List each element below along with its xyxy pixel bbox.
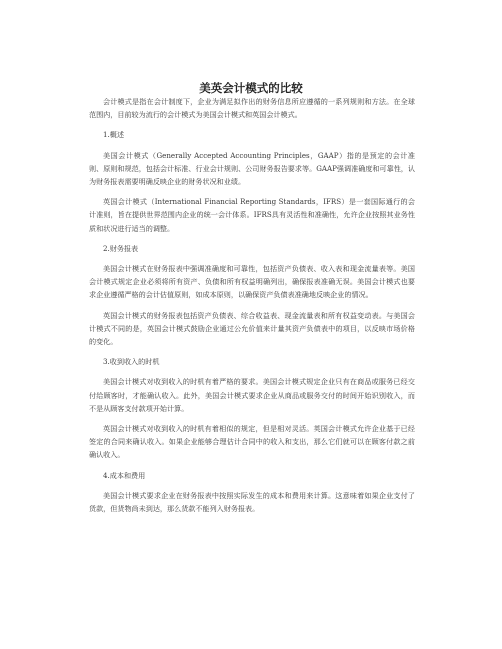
paragraph-intro: 会计模式是指在会计制度下，企业为满足拟作出的财务信息所应遵循的一系列规则和方法。在全球范围内，目前较为流行的会计模式为美国会计模式和英国会计模式。 [89, 97, 415, 120]
document-body [89, 95, 415, 522]
paragraph-us-costs: 美国会计模式要求企业在财务报表中按照实际发生的成本和费用来计算。这意味着如果企业支付了货款，但货物尚未到达，那么货款不能列入财务报表。 [89, 490, 415, 514]
paragraph-uk-statements: 英国会计模式的财务报表包括资产负债表、综合收益表、现金流量表和所有权益变动表。与美国会计模式不同的是，英国会计模式鼓励企业通过公允价值来计量其资产负债表中的项目，以反映市场价格的变化。 [89, 310, 415, 347]
document-title: 美英会计模式的比较 [199, 81, 303, 95]
paragraph-uk-ifrs: 英国会计模式（International Financial Reporting Standards，IFRS）是一套国际通行的会计准则，旨在提供世界范围内企业的统一会计体系。IFRS具有灵活性和准确性，允许企业按照其业务性质和状况进行适当的调整。 [89, 197, 415, 233]
section-heading-costs: 4.成本和费用 [103, 470, 146, 480]
paragraph-us-statements: 美国会计模式在财务报表中强调准确度和可靠性，包括资产负债表、收入表和现金流量表等。美国会计模式规定企业必须将所有资产、负债和所有权益明确列出，确保报表准确无误。美国会计模式也要求企业遵循严格的会计估值原则，如成本原则，以确保资产负债表准确地反映企业的情况。 [89, 264, 415, 300]
paragraph-us-revenue: 美国会计模式对收到收入的时机有着严格的要求。美国会计模式规定企业只有在商品或服务已经交付给顾客时，才能确认收入。此外，美国会计模式要求企业从商品或服务交付的时间开始识别收入，而不是从顾客支付款项开始计算。 [89, 377, 415, 413]
section-heading-financial-statements: 2.财务报表 [103, 243, 139, 253]
section-heading-revenue-timing: 3.收到收入的时机 [103, 357, 160, 367]
paragraph-us-gaap: 美国会计模式（Generally Accepted Accounting Principles，GAAP）指的是预定的会计准则、原则和规范，包括会计标准、行业会计规则、公司财务报告要求等。GAAP强调准确度和可靠性，认为财务报表需要明确反映企业的财务状况和业绩。 [89, 150, 415, 187]
paragraph-uk-revenue: 英国会计模式对收到收入的时机有着相似的规定，但是相对灵活。英国会计模式允许企业基于已经签定的合同来确认收入。如果企业能够合理估计合同中的收入和支出，那么它们就可以在顾客付款之前确认收入。 [89, 424, 415, 460]
section-heading-overview: 1.概述 [103, 130, 124, 140]
